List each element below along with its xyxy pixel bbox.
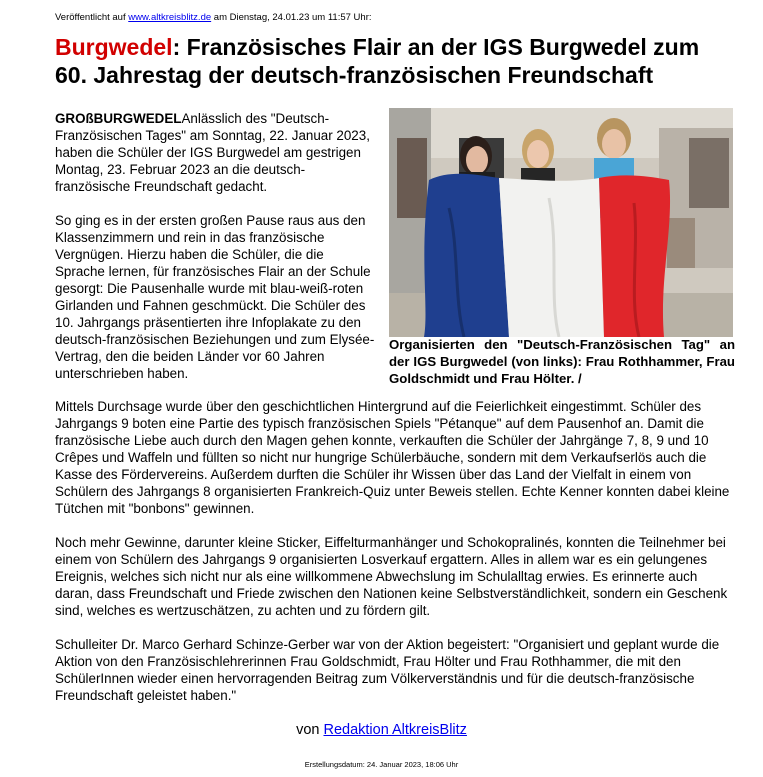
publication-info xyxy=(55,12,372,23)
published-suffix: am Dienstag, 24.01.23 um 11:57 Uhr: xyxy=(211,12,372,23)
headline-text: : Französisches Flair an der IGS Burgwedel zum 60. Jahrestag der deutsch-französischen Freundschaft xyxy=(55,34,700,88)
body-paragraph-4: Noch mehr Gewinne, darunter kleine Sticker, Eiffelturmanhänger und Schokopralinés, konnten die Teilnehmer bei einem von Schülern des Jahrgangs 9 organisierten Losverkauf ergattern. Alles in allem war es ein gelungenes Ereignis, welches sich nicht nur als eine willkommene Abwechslung im Schulalltag erwies. Es erinnerte auch daran, dass Freundschaft und Friede zwischen den Nationen keine Selbstverständlichkeit, sondern ein Geschenk sind, welches es wertzuschätzen, zu achten und zu fördern gilt. xyxy=(55,535,728,618)
headline xyxy=(55,33,735,89)
body-paragraph-3: Mittels Durchsage wurde über den geschichtlichen Hintergrund auf die Feierlichkeit eingestimmt. Schüler des Jahrgangs 9 boten eine Partie des typisch französischen Spiels "Pétanque" auf dem Pausenhof an. Damit die französische Liebe auch durch den Magen gehen konnte, verkauften die Schüler der Jahrgänge 7, 8, 9 und 10 Crêpes und Waffeln und füllten so nicht nur hungrige Schülerbäuche, sondern mit dem Verkaufserlös auch die Kasse des Fördervereins. Außerdem durften die Schüler ihr Wissen über das Land der Vielfalt in einem von Schülern des Jahrgangs 8 organisierten Frankreich-Quiz unter Beweis stellen. Echte Kenner konnten dabei kleine Tütchen mit "bonbons" gewinnen. xyxy=(55,399,730,516)
site-link[interactable]: www.altkreisblitz.de xyxy=(128,12,212,23)
article-photo-image xyxy=(389,108,733,337)
creation-date: Erstellungsdatum: 24. Januar 2023, 18:06 Uhr xyxy=(304,760,459,769)
intro-text-1: Anlässlich des "Deutsch-Französischen Tages" am Sonntag, 22. Januar 2023, haben die Schüler der IGS Burgwedel am gestrigen Montag, 23. Februar 2023 an die deutsch-französische Freundschaft gedacht. xyxy=(55,111,370,194)
intro-paragraph-2: So ging es in der ersten großen Pause raus aus den Klassenzimmern und rein in das französische Vergnügen. Hierzu haben die Schüler, die die Sprache lernen, für französisches Flair an der Schule gesorgt: Die Pausenhalle wurde mit blau-weiß-roten Girlanden und Fahnen geschmückt. Die Schüler des 10. Jahrgangs präsentierten ihre Infoplakate zu den deutsch-französischen Beziehungen und zum Elysée-Vertrag, den die beiden Länder vor 60 Jahren unterschrieben haben. xyxy=(55,213,375,381)
headline-location: Burgwedel xyxy=(55,34,173,60)
article-body xyxy=(55,398,735,721)
photo-caption: Organisierten den "Deutsch-Französischen Tag" an der IGS Burgwedel (von links): Frau Rothhammer, Frau Goldschmidt und Frau Hölter. / xyxy=(389,337,735,386)
author-line xyxy=(0,722,763,738)
author-prefix: von xyxy=(296,722,324,738)
published-prefix: Veröffentlicht auf xyxy=(55,12,129,23)
author-link[interactable]: Redaktion AltkreisBlitz xyxy=(323,722,467,738)
dateline: GROßBURGWEDEL xyxy=(55,111,182,126)
body-paragraph-5: Schulleiter Dr. Marco Gerhard Schinze-Gerber war von der Aktion begeistert: "Organisiert und geplant wurde die Aktion von den Französischlehrerinnen Frau Goldschmidt, Frau Hölter und Frau Rothhammer, die mit den SchülerInnen wieder einen hervorragenden Beitrag zum Völkerverständnis und für die deutsch-französische Freundschaft geleistet haben." xyxy=(55,637,720,703)
intro-paragraph-1 xyxy=(55,110,377,195)
article-photo xyxy=(389,108,733,337)
intro-column xyxy=(55,110,377,399)
